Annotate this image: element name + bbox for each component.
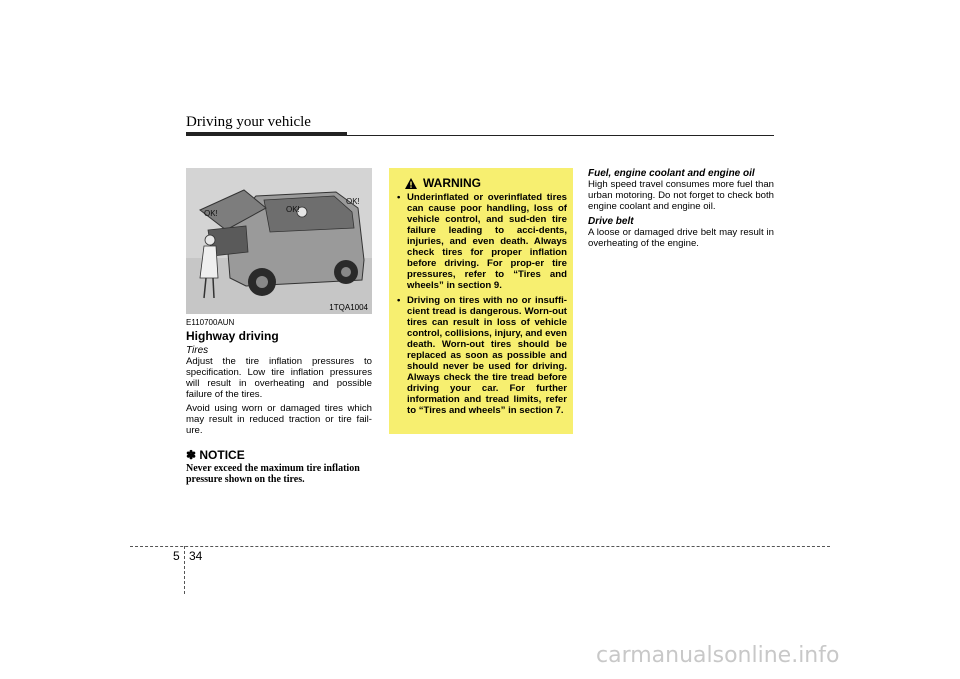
watermark: carmanualsonline.info <box>596 643 840 668</box>
vehicle-illustration <box>186 168 372 314</box>
paragraph: A loose or damaged drive belt may result in overheating of the engine. <box>588 227 774 249</box>
right-column <box>588 168 774 252</box>
ok-label-1: OK! <box>204 209 218 218</box>
footer-rule <box>130 546 830 547</box>
section-title: Highway driving <box>186 329 279 343</box>
subsection-tires: Tires <box>186 345 209 356</box>
page-number: 34 <box>189 549 203 563</box>
header-rule <box>186 135 774 136</box>
ok-label-2: OK! <box>286 205 300 214</box>
photo-code: 1TQA1004 <box>329 303 368 312</box>
footer-vertical-rule <box>184 546 185 594</box>
notice-text: Never exceed the maximum tire inflation pressure shown on the tires. <box>186 463 360 485</box>
paragraph: Adjust the tire inflation pressures to specification. Low tire inflation pressures will result in overheating and possible failure of the tires. <box>186 356 372 400</box>
notice-title: ✽ NOTICE <box>186 448 245 462</box>
subsection-drive-belt: Drive belt <box>588 216 634 227</box>
section-code: E110700AUN <box>186 318 235 327</box>
warning-icon <box>405 178 417 189</box>
warning-list <box>397 192 567 416</box>
warning-item: • Driving on tires with no or insuffi-cient tread is dangerous. Worn-out tires can result in loss of vehicle control, collisions, injury, and even death. Worn-out tires should be replaced as soon as possible and should never be used for driving. Always check the tire tread before driving your car. For further information and tread limits, refer to “Tires and wheels” in section 7. <box>397 295 567 416</box>
vehicle-photo <box>186 168 372 314</box>
warning-header <box>397 176 567 190</box>
warning-item: • Underinflated or overinflated tires can cause poor handling, loss of vehicle control, and sud-den tire failure leading to acci-dents, injuries, and even death. Always check tires for proper inflation before driving. For prop-er tire pressures, refer to “Tires and wheels” in section 9. <box>397 192 567 291</box>
subsection-fuel: Fuel, engine coolant and engine oil <box>588 168 755 179</box>
page-header-title: Driving your vehicle <box>186 114 311 130</box>
paragraph: High speed travel consumes more fuel than urban motoring. Do not forget to check both engine coolant and engine oil. <box>588 179 774 212</box>
left-column <box>186 318 372 485</box>
warning-title: WARNING <box>423 176 481 190</box>
warning-box <box>389 168 573 434</box>
ok-label-3: OK! <box>346 197 360 206</box>
chapter-number: 5 <box>173 549 180 563</box>
paragraph: Avoid using worn or damaged tires which may result in reduced traction or tire fail-ure. <box>186 403 372 436</box>
